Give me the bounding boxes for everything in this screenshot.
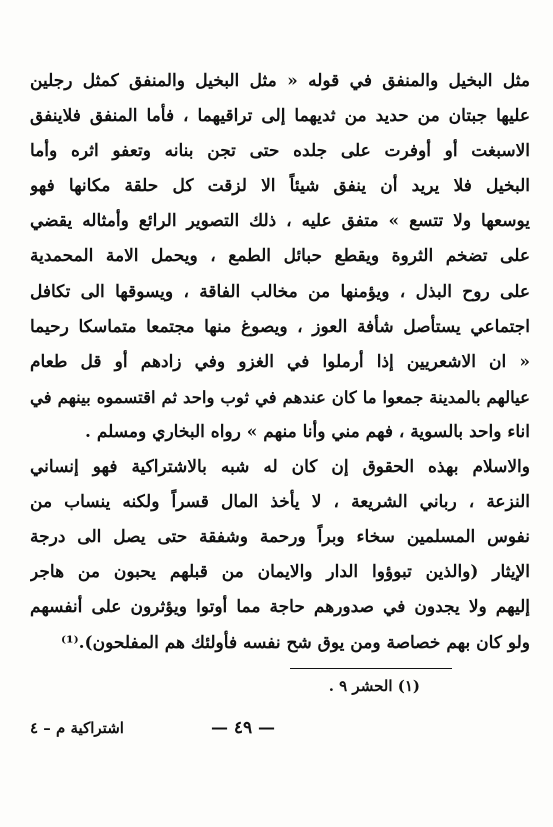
text-line: مثل البخيل والمنفق في قوله « مثل البخيل والمنفق كمثل رجلين [30, 71, 530, 91]
text-line: إليهم ولا يجدون في صدورهم حاجة مما أوتوا ويؤثرون على أنفسهم [30, 597, 530, 618]
text-line: عيالهم بالمدينة جمعوا ما كان عندهم في ثوب واحد ثم اقتسموه بينهم في [30, 387, 530, 407]
text-line: البخيل فلا يريد أن ينفق شيئاً الا لزقت كل حلقة مكانها فهو [30, 176, 530, 197]
text-line: الإيثار (والذين تبوؤوا الدار والايمان من قبلهم يحبون من هاجر [30, 562, 530, 583]
body-text [30, 64, 530, 661]
text-line: على تضخم الثروة ويقطع حبائل الطمع ، ويحمل الامة المحمدية [30, 246, 530, 267]
footnote: (١) الحشر ٩ . [328, 677, 420, 695]
text-line: يوسعها ولا تتسع » متفق عليه ، ذلك التصوير الرائع وأمثاله يقضي [30, 211, 530, 232]
text-line: والاسلام بهذه الحقوق إن كان له شبه بالاشتراكية فهو إنساني [30, 457, 530, 478]
text-line: ولو كان بهم خصاصة ومن يوق شح نفسه فأولئك هم المفلحون).⁽¹⁾ [61, 632, 530, 653]
text-line: على روح البذل ، ويؤمنها من مخالب الفاقة ، ويسوقها الى تكافل [30, 281, 530, 302]
text-line: اناء واحد بالسوية ، فهم مني وأنا منهم » رواه البخاري ومسلم . [84, 421, 530, 442]
text-line: النزعة ، رباني الشريعة ، لا يأخذ المال قسراً ولكنه ينساب من [30, 492, 530, 513]
footnote-rule [290, 668, 452, 669]
text-line: نفوس المسلمين سخاء وبراً ورحمة وشفقة حتى يصل الى درجة [30, 527, 530, 548]
text-line: الاسبغت أو أوفرت على جلده حتى تجن بنانه وتعفو اثره وأما [30, 141, 530, 162]
page-number: — ٤٩ — [210, 718, 276, 738]
text-line: عليها جبتان من حديد من ثديهما إلى تراقيهما ، فأما المنفق فلاينفق [30, 106, 530, 127]
text-line: « ان الاشعريين إذا أرملوا في الغزو وفي زادهم أو قل طعام [30, 351, 530, 372]
running-footer: اشتراكية م – ٤ [30, 719, 124, 737]
text-line: اجتماعي يستأصل شأفة العوز ، ويصوغ منها مجتمعا متماسكا رحيما [30, 316, 530, 337]
